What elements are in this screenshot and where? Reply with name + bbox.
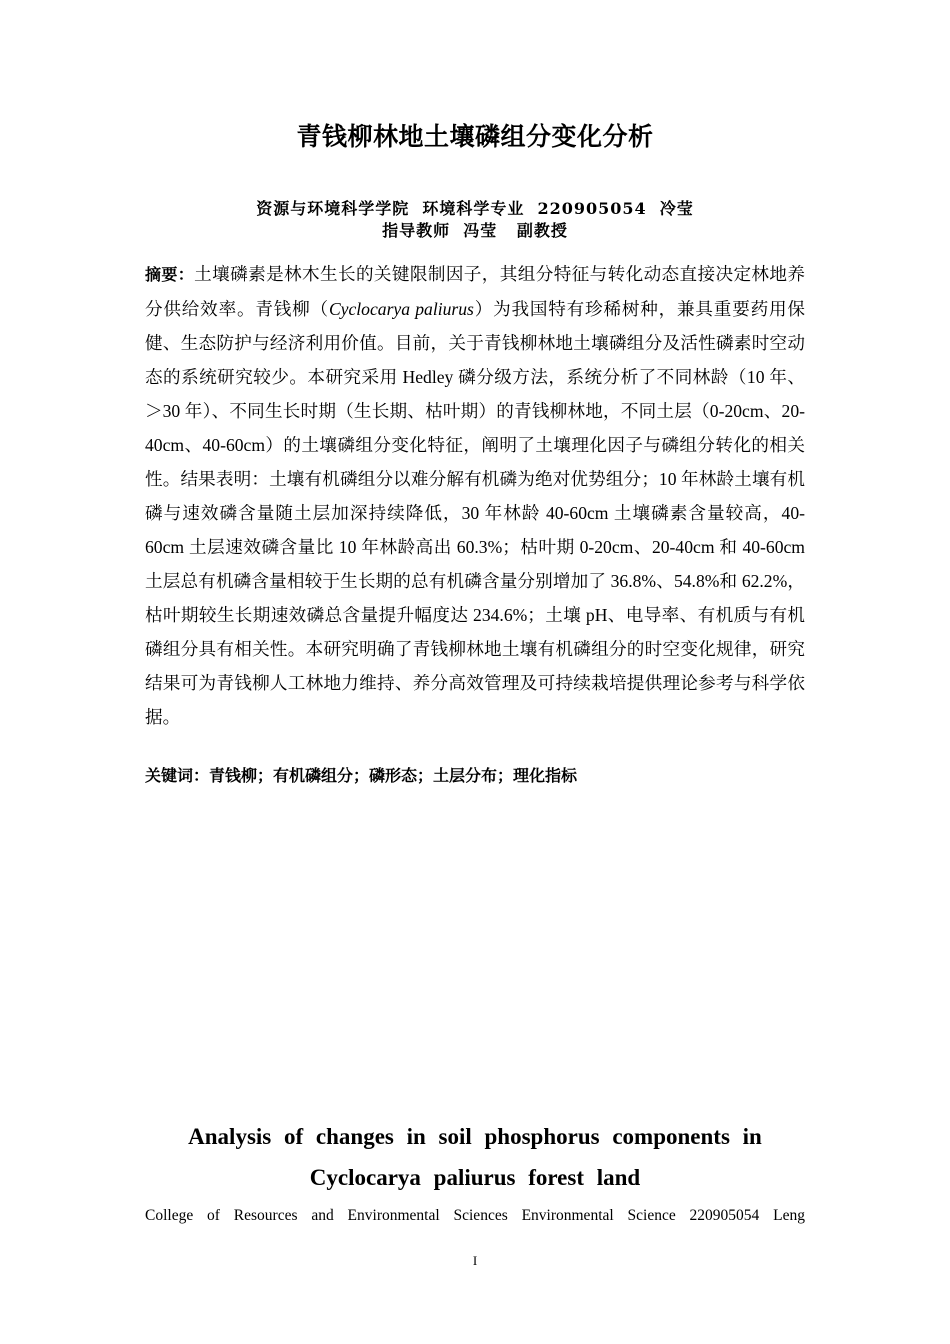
abstract-text-part2: ）为我国特有珍稀树种，兼具重要药用保健、生态防护与经济利用价值。目前，关于青钱柳林地土壤磷组分及活性磷素时空动态的系统研究较少。本研究采用 Hedley 磷分级方法，系统分析了不同林龄（10 年、＞30 年）、不同生长时期（生长期、枯叶期）的青钱柳林地，不同土层（0-20cm、20-40cm、40-60cm）的土壤磷组分变化特征，阐明了土壤理化因子与磷组分转化的相关性。结果表明：土壤有机磷组分以难分解有机磷为绝对优势组分；10 年林龄土壤有机磷与速效磷含量随土层加深持续降低，30 年林龄 40-60cm 土壤磷素含量较高，40-60cm 土层速效磷含量比 10 年林龄高出 60.3%；枯叶期 0-20cm、20-40cm 和 40-60cm 土层总有机磷含量相较于生长期的总有机磷含量分别增加了 36.8%、54.8%和 62.2%，枯叶期较生长期速效磷总含量提升幅度达 234.6%；土壤 pH、电导率、有机质与有机磷组分具有相关性。本研究明确了青钱柳林地土壤有机磷组分的时空变化规律，研究结果可为青钱柳人工林地力维持、养分高效管理及可持续栽培提供理论参考与科学依据。 [145, 299, 805, 727]
english-affiliation: College of Resources and Environmental Sciences Environmental Science 220905054 Leng [145, 1207, 805, 1224]
advisor-line: 指导教师 冯莹 副教授 [382, 221, 568, 240]
abstract-label: 摘要： [145, 265, 195, 284]
chinese-title: 青钱柳林地土壤磷组分变化分析 [296, 122, 654, 151]
abstract-text-part1: 土壤磷素是林木生长的关键限制因子，其组分特征与转化动态直接决定林地养分供给效率。青钱柳（ [145, 264, 805, 319]
english-title-line1: Analysis of changes in soil phosphorus components in [188, 1124, 762, 1149]
keywords-line: 关键词：青钱柳；有机磷组分；磷形态；土层分布；理化指标 [145, 766, 578, 785]
author-line: 资源与环境科学学院 环境科学专业 220905054 冷莹 [256, 199, 694, 218]
english-title-line2: Cyclocarya paliurus forest land [309, 1165, 641, 1190]
species-latin-name: Cyclocarya paliurus [328, 299, 474, 319]
page-number: I [472, 1253, 478, 1268]
abstract-paragraph [145, 257, 805, 734]
